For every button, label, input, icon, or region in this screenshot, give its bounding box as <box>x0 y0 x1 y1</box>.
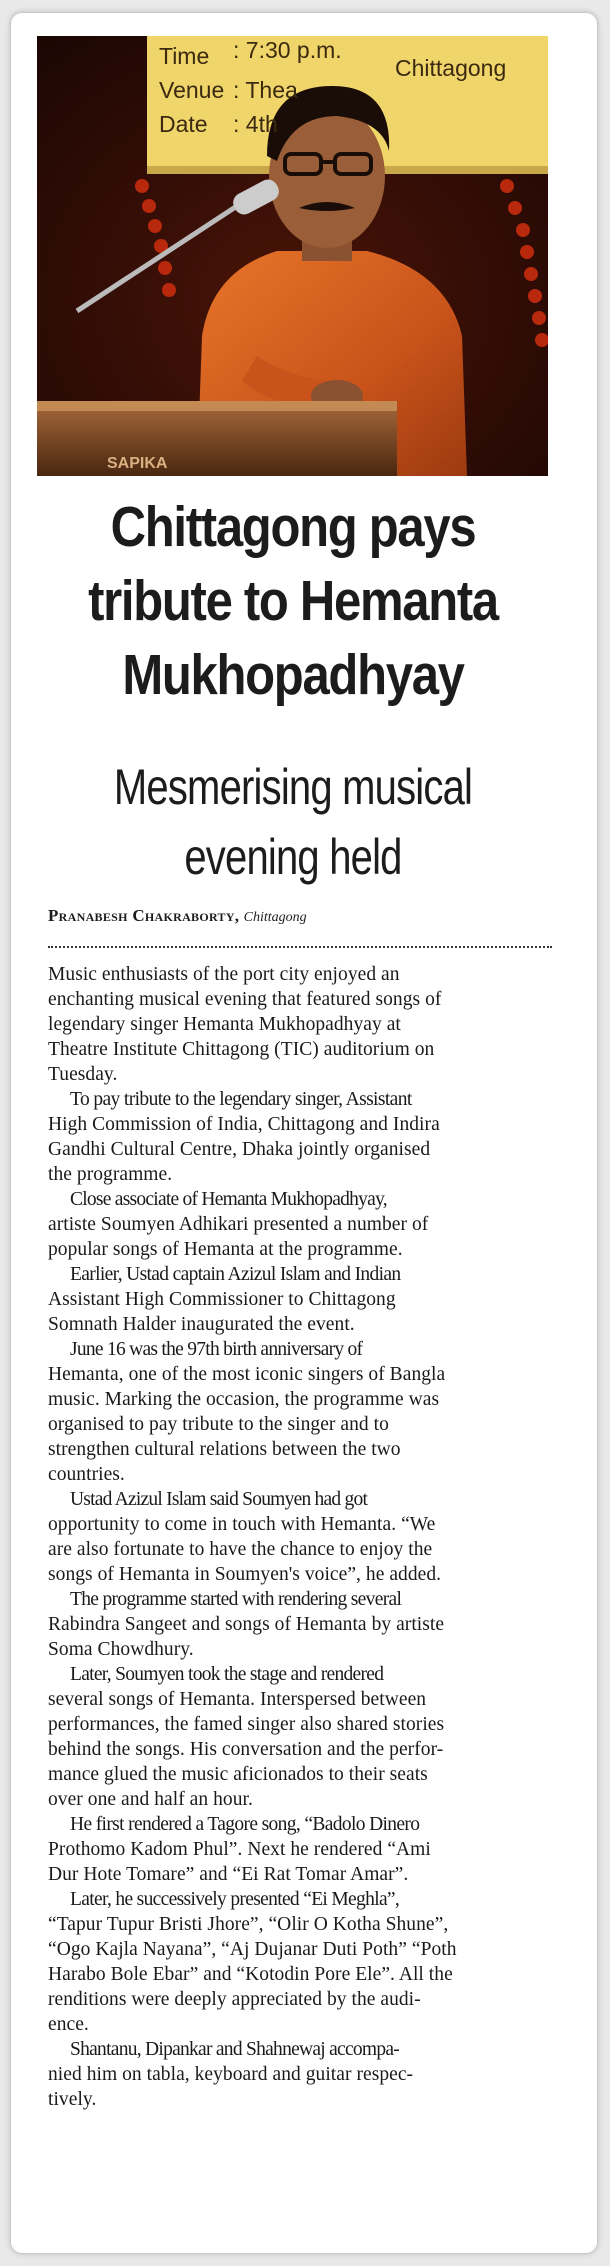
body-line: Later, he successively presented “Ei Meghla”, <box>70 1889 400 1910</box>
subheadline-line: Mesmerising musical <box>113 759 473 815</box>
body-line: Rabindra Sangeet and songs of Hemanta by artiste <box>48 1614 445 1635</box>
body-line: nied him on tabla, keyboard and guitar respec- <box>48 2064 414 2085</box>
body-line: behind the songs. His conversation and the perfor- <box>48 1739 444 1760</box>
body-line: Somnath Halder inaugurated the event. <box>48 1314 355 1335</box>
body-line: Shantanu, Dipankar and Shahnewaj accompa- <box>70 2039 400 2060</box>
body-line: songs of Hemanta in Soumyen's voice”, he added. <box>48 1564 442 1585</box>
body-line: over one and half an hour. <box>48 1789 253 1810</box>
body-line: Earlier, Ustad captain Azizul Islam and Indian <box>70 1264 401 1285</box>
body-line: tively. <box>48 2089 97 2110</box>
body-line: High Commission of India, Chittagong and Indira <box>48 1114 440 1135</box>
body-line: Assistant High Commissioner to Chittagong <box>48 1289 396 1310</box>
body-line: To pay tribute to the legendary singer, Assistant <box>70 1089 412 1110</box>
body-line: music. Marking the occasion, the programme was <box>48 1389 440 1410</box>
body-line: Dur Hote Tomare” and “Ei Rat Tomar Amar”. <box>48 1864 409 1885</box>
headline-line: Mukhopadhyay <box>122 643 464 707</box>
body-line: artiste Soumyen Adhikari presented a number of <box>48 1214 429 1235</box>
headline-line: tribute to Hemanta <box>88 569 498 633</box>
body-line: strengthen cultural relations between the two <box>48 1439 401 1460</box>
singer-photo <box>37 36 548 476</box>
banner-venue-city: Chittagong <box>395 55 507 81</box>
byline-author: Pranabesh Chakraborty, <box>48 906 240 925</box>
body-line: legendary singer Hemanta Mukhopadhyay at <box>48 1014 401 1035</box>
subheadline <box>83 752 504 892</box>
subheadline-line: evening held <box>184 829 402 885</box>
body-line: Close associate of Hemanta Mukhopadhyay, <box>70 1189 387 1210</box>
body-line: several songs of Hemanta. Interspersed between <box>48 1689 427 1710</box>
banner-date-value: : 4th <box>233 111 278 137</box>
body-line: organised to pay tribute to the singer and to <box>48 1414 389 1435</box>
body-line: He first rendered a Tagore song, “Badolo Dinero <box>70 1814 420 1835</box>
body-line: countries. <box>48 1464 125 1485</box>
body-line: mance glued the music aficionados to their seats <box>48 1764 428 1785</box>
body-line: The programme started with rendering several <box>70 1589 402 1610</box>
body-line: Hemanta, one of the most iconic singers of Bangla <box>48 1364 446 1385</box>
body-line: June 16 was the 97th birth anniversary of <box>70 1339 363 1360</box>
dotted-divider <box>48 946 552 948</box>
banner-venue-label: Venue <box>159 77 225 103</box>
body-line: Later, Soumyen took the stage and rendered <box>70 1664 384 1685</box>
body-line: Tuesday. <box>48 1064 118 1085</box>
body-line: Harabo Bole Ebar” and “Kotodin Pore Ele”. All the <box>48 1964 453 1985</box>
body-line: Music enthusiasts of the port city enjoyed an <box>48 964 400 985</box>
body-line: “Tapur Tupur Bristi Jhore”, “Olir O Kotha Shune”, <box>48 1914 449 1935</box>
singer-illustration <box>37 36 548 476</box>
banner-time-value: : 7:30 p.m. <box>233 37 342 63</box>
body-line: performances, the famed singer also shared stories <box>48 1714 445 1735</box>
byline-place: Chittagong <box>243 910 307 925</box>
harmonium <box>37 401 397 476</box>
banner-time-label: Time <box>159 43 210 69</box>
body-line: Prothomo Kadom Phul”. Next he rendered “Ami <box>48 1839 431 1860</box>
body-line: “Ogo Kajla Nayana”, “Aj Dujanar Duti Poth” “Poth <box>48 1939 457 1960</box>
body-line: ence. <box>48 2014 89 2035</box>
body-line: renditions were deeply appreciated by the audi- <box>48 1989 421 2010</box>
body-line: are also fortunate to have the chance to enjoy the <box>48 1539 433 1560</box>
headline <box>67 490 519 712</box>
body-line: Ustad Azizul Islam said Soumyen had got <box>70 1489 368 1510</box>
body-line: opportunity to come in touch with Hemanta. “We <box>48 1514 436 1535</box>
body-line: Gandhi Cultural Centre, Dhaka jointly organised <box>48 1139 431 1160</box>
body-line: enchanting musical evening that featured songs of <box>48 989 442 1010</box>
body-line: the programme. <box>48 1164 173 1185</box>
body-line: popular songs of Hemanta at the programme. <box>48 1239 403 1260</box>
body-line: Theatre Institute Chittagong (TIC) auditorium on <box>48 1039 435 1060</box>
body-line: Soma Chowdhury. <box>48 1639 194 1660</box>
banner-date-label: Date <box>159 111 208 137</box>
article-body <box>48 962 568 2112</box>
headline-line: Chittagong pays <box>110 495 476 559</box>
instrument-brand-label: SAPIKA <box>107 455 168 472</box>
byline <box>48 906 307 926</box>
banner-venue-value: : Thea <box>233 77 298 103</box>
